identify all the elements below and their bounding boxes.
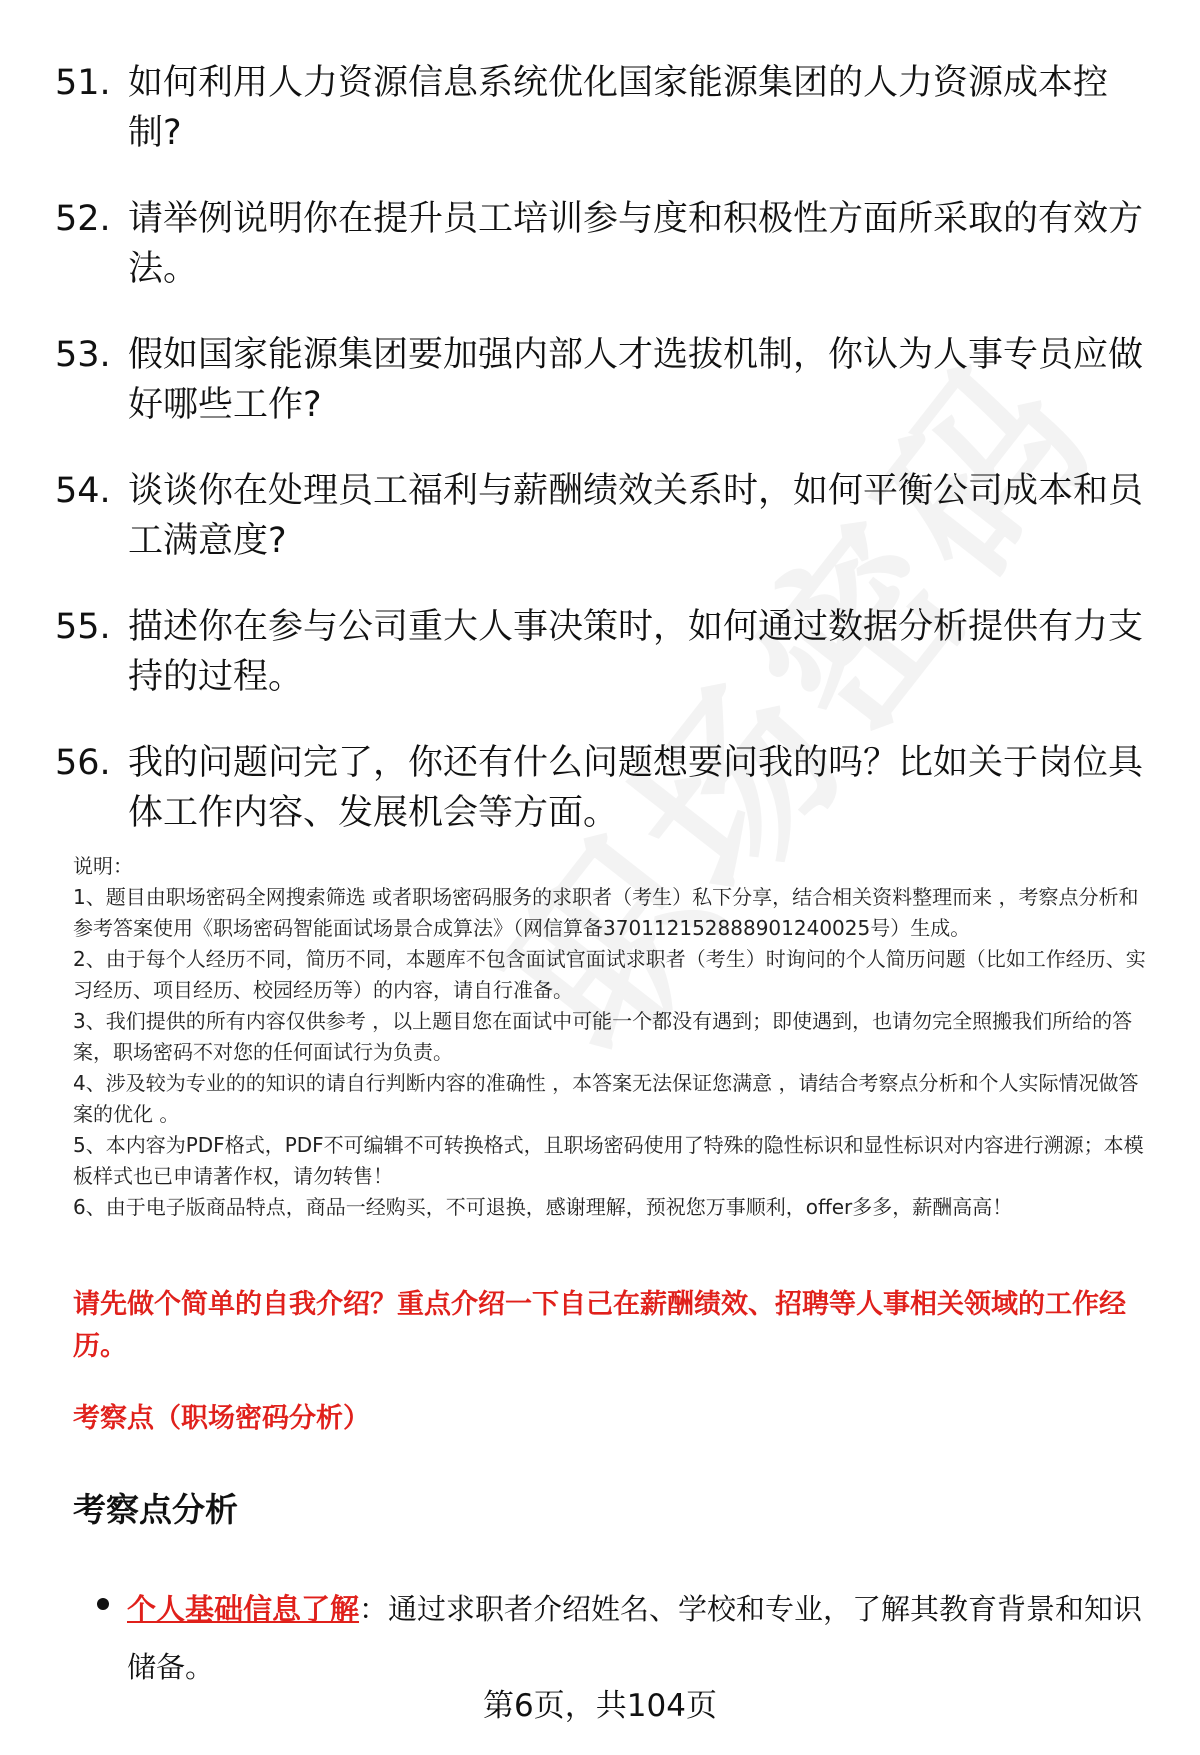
question-list: [55, 58, 1145, 874]
question-item: [55, 602, 1145, 702]
question-number: 52.: [55, 199, 111, 239]
question-item: [55, 58, 1145, 158]
points-label: 考察点（职场密码分析）: [73, 1403, 370, 1434]
question-text: 请举例说明你在提升员工培训参与度和积极性方面所采取的有效方法。: [128, 199, 1144, 289]
question-number: 55.: [55, 607, 111, 647]
question-item: [55, 466, 1145, 566]
question-item: [55, 194, 1145, 294]
question-item: [55, 738, 1145, 838]
note-item: 6、由于电子版商品特点，商品一经购买，不可退换，感谢理解，预祝您万事顺利，offer多多，薪酬高高！: [73, 1195, 1013, 1219]
note-item: 5、本内容为PDF格式，PDF不可编辑不可转换格式，且职场密码使用了特殊的隐性标识和显性标识对内容进行溯源；本模板样式也已申请著作权，请勿转售！: [73, 1133, 1144, 1188]
intro-question: 请先做个简单的自我介绍？重点介绍一下自己在薪酬绩效、招聘等人事相关领域的工作经历。: [73, 1289, 1126, 1362]
notes-section: [73, 851, 1153, 1223]
notes-title: 说明：: [73, 854, 133, 878]
question-text: 如何利用人力资源信息系统优化国家能源集团的人力资源成本控制?: [128, 63, 1109, 153]
question-text: 我的问题问完了，你还有什么问题想要问我的吗？比如关于岗位具体工作内容、发展机会等方面。: [128, 743, 1144, 833]
analysis-bullet: [97, 1580, 1147, 1696]
note-item: 1、题目由职场密码全网搜索筛选 或者职场密码服务的求职者（考生）私下分享，结合相关资料整理而来 ，考察点分析和参考答案使用《职场密码智能面试场景合成算法》（网信算备370112152888901240025号）生成。: [73, 885, 1139, 940]
bullet-title: 个人基础信息了解: [127, 1592, 360, 1626]
question-number: 51.: [55, 63, 111, 103]
question-text: 描述你在参与公司重大人事决策时，如何通过数据分析提供有力支持的过程。: [128, 607, 1144, 697]
question-number: 53.: [55, 335, 111, 375]
question-item: [55, 330, 1145, 430]
note-item: 2、由于每个人经历不同，简历不同，本题库不包含面试官面试求职者（考生）时询问的个人简历问题（比如工作经历、实习经历、项目经历、校园经历等）的内容，请自行准备。: [73, 947, 1146, 1002]
question-text: 谈谈你在处理员工福利与薪酬绩效关系时，如何平衡公司成本和员工满意度?: [128, 471, 1144, 561]
question-text: 假如国家能源集团要加强内部人才选拔机制，你认为人事专员应做好哪些工作?: [128, 335, 1144, 425]
note-item: 3、我们提供的所有内容仅供参考 ，以上题目您在面试中可能一个都没有遇到；即使遇到，也请勿完全照搬我们所给的答案，职场密码不对您的任何面试行为负责。: [73, 1009, 1133, 1064]
question-number: 54.: [55, 471, 111, 511]
note-item: 4、涉及较为专业的的知识的请自行判断内容的准确性 ，本答案无法保证您满意 ，请结合考察点分析和个人实际情况做答案的优化 。: [73, 1071, 1139, 1126]
page-footer: 第6页，共104页: [483, 1688, 717, 1724]
bullet-text: ：通过求职者介绍姓名、学校和专业，了解其教育背景和知识储备。: [127, 1592, 1143, 1684]
bullet-body: [127, 1580, 1147, 1696]
bullet-dot-icon: [97, 1598, 109, 1610]
analysis-heading: 考察点分析: [73, 1490, 238, 1529]
question-number: 56.: [55, 743, 111, 783]
